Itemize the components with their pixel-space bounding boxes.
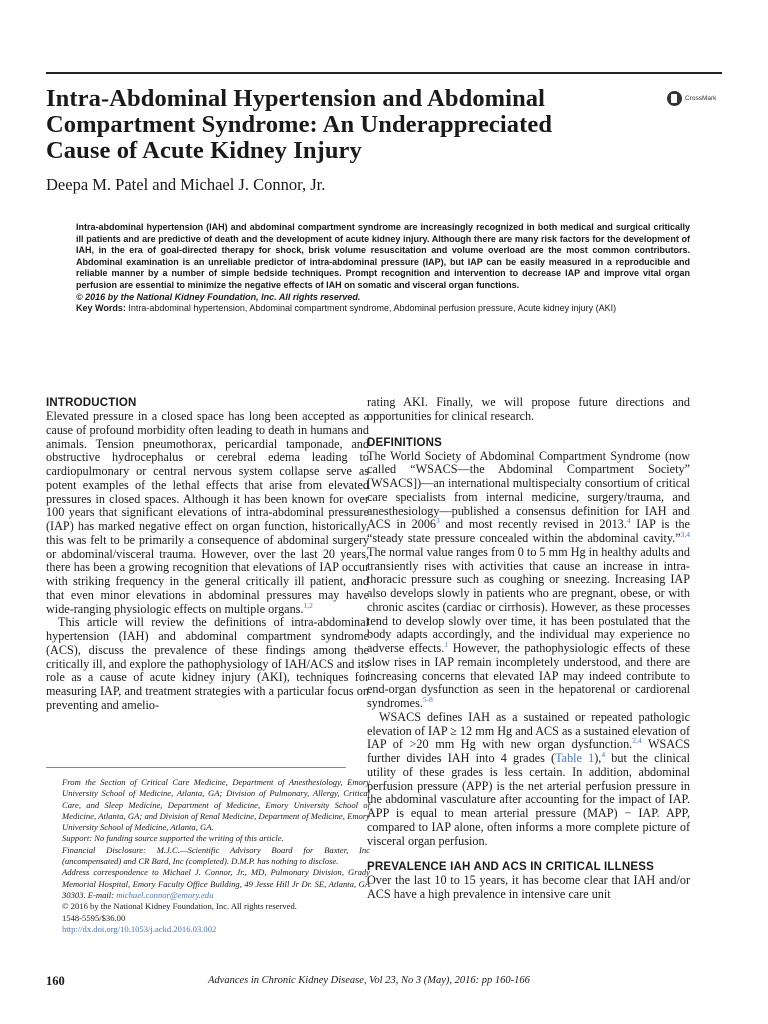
footnote-issn: 1548-5595/$36.00 xyxy=(62,912,126,923)
footnote-support: Support: No funding source supported the writing of this article. xyxy=(62,833,284,844)
keywords-label: Key Words: xyxy=(76,303,126,314)
defs-p2-a: WSACS defines IAH as a sustained or repeated pathologic elevation of IAP ≥ 12 mm Hg and ACS as a sustained elevation of IAP of >20 mm Hg with new organ dysfunction. xyxy=(367,709,690,752)
right-column xyxy=(367,396,690,902)
citation-link[interactable]: 3 xyxy=(436,516,440,526)
defs-p1-b: and most recently revised in 2013. xyxy=(439,517,627,532)
section-heading-introduction: INTRODUCTION xyxy=(46,397,137,409)
title-line-1: Intra-Abdominal Hypertension and Abdominal xyxy=(46,85,546,112)
article-title xyxy=(46,86,646,164)
intro-paragraph-1 xyxy=(46,410,369,616)
defs-p2-d: but the clinical utility of these grades is less certain. In addition, abdominal perfusion pressure (APP) is the net arterial perfusion pressure in the abdominal vasculature after accounting for the impact of IAP. APP is equal to mean arterial pressure (MAP) − IAP. APP, compared to IAP alone, often informs a more complete picture of visceral organ perfusion. xyxy=(367,751,690,848)
citation-link[interactable]: 1 xyxy=(444,639,449,649)
correspondence-text: Address correspondence to Michael J. Connor, Jr., MD, Pulmonary Division, Grady Memorial Hospital, Emory Faculty Office Building, 49 Jesse Hill Jr Dr. SE, Atlanta, GA 30303. E-mail: xyxy=(62,867,370,900)
intro-p1-text: Elevated pressure in a closed space has long been accepted as a cause of profound morbidity often leading to death in humans and animals. Tension pneumothorax, pericardial tamponade, and obstructive hydrocephalus or cerebral edema leading to cardiopulmonary or central nervous system collapse serve as potent examples of the lethal effects that arise from elevated pressures in closed spaces. Although it has been known for over 100 years that significant elevations of intra-abdominal pressure (IAP) has marked negative effect on organ function, historically, this was felt to be primarily a consequence of abdominal surgery or abdominal/visceral trauma. However, over the last 20 years, there has been a growing recognition that elevations of IAP occur with striking frequency in the general critically ill patient, and that even minor elevations in abdominal pressures may have wide-ranging physiologic effects on multiple organs. xyxy=(46,409,369,616)
footnote-copyright: © 2016 by the National Kidney Foundation, Inc. All rights reserved. xyxy=(62,901,297,912)
crossmark-icon xyxy=(667,91,682,106)
citation-link[interactable]: 5-8 xyxy=(422,694,433,704)
authors: Deepa M. Patel and Michael J. Connor, Jr. xyxy=(46,175,326,194)
footnote-affiliation: From the Section of Critical Care Medicine, Department of Anesthesiology, Emory University School of Medicine, Atlanta, GA; Division of Pulmonary, Allergy, Critical Care, and Sleep Medicine, Department of Medicine, Emory University School of Medicine, Atlanta, GA; and Division of Renal Medicine, Department of Medicine, Emory University School of Medicine, Atlanta, GA. xyxy=(62,777,370,833)
top-rule xyxy=(46,72,722,74)
citation-link[interactable]: 4 xyxy=(601,749,606,759)
crossmark-badge[interactable] xyxy=(667,91,716,106)
continued-text: rating AKI. Finally, we will propose future directions and opportunities for clinical research. xyxy=(367,395,690,423)
title-line-2: Compartment Syndrome: An Underappreciated xyxy=(46,111,553,138)
keywords-text: Intra-abdominal hypertension, Abdominal compartment syndrome, Abdominal perfusion pressure, Acute kidney injury (AKI) xyxy=(128,303,617,314)
section-heading-prevalence: PREVALENCE IAH AND ACS IN CRITICAL ILLNESS xyxy=(367,861,654,874)
table-1-link[interactable]: Table 1 xyxy=(555,751,595,765)
abstract-copyright: © 2016 by the National Kidney Foundation, Inc. All rights reserved. xyxy=(76,291,361,302)
crossmark-label: CrossMark xyxy=(685,95,717,102)
email-link[interactable]: michael.connor@emory.edu xyxy=(116,889,214,900)
defs-p1-c: IAP is the “steady state pressure concealed within the abdominal cavity.” xyxy=(367,517,690,545)
journal-citation: Advances in Chronic Kidney Disease, Vol 23, No 3 (May), 2016: pp 160-166 xyxy=(208,975,530,986)
defs-p2-c: ), xyxy=(594,751,602,765)
defs-p1-a: The World Society of Abdominal Compartment Syndrome (now called “WSACS—the Abdominal Compartment Society” [WSACS])—an international multispecialty consortium of critical care specialists from internal medicine, surgery/trauma, and anesthesiology—published a consensus definition for IAH and ACS in 2006 xyxy=(367,448,690,532)
defs-p1-d: The normal value ranges from 0 to 5 mm Hg in healthy adults and transiently rises with activities that cause an increase in intra-thoracic pressure such as coughing or sneezing. Increasing IAP also develops slowly in patients who are pregnant, obese, or with chronic ascites (cardiac or cirrhosis). However, as these processes tend to develop slowly over time, it has been postulated that the body adapts accordingly, and the individual may experience no adverse effects. xyxy=(367,544,690,655)
abstract xyxy=(76,222,690,315)
keywords xyxy=(76,303,690,315)
defs-p2-b: WSACS further divides IAH into 4 grades ( xyxy=(367,737,690,765)
intro-paragraph-2: This article will review the definitions of intra-abdominal hypertension (IAH) and abdominal compartment syndrome (ACS), discuss the prevalence of these findings among the critically ill, and explore the pathophysiology of IAH/ACS and its role as a cause of acute kidney injury (AKI), techniques for measuring IAP, and treatment strategies with a particular focus on preventing and amelio- xyxy=(46,615,369,712)
definitions-paragraph-2 xyxy=(367,711,690,849)
footnotes xyxy=(62,777,370,935)
left-column xyxy=(46,396,369,713)
page-number: 160 xyxy=(46,974,65,988)
definitions-paragraph-1 xyxy=(367,450,690,711)
section-heading-definitions: DEFINITIONS xyxy=(367,436,443,449)
footnote-disclosure: Financial Disclosure: M.J.C.—Scientific Advisory Board for Baxter, Inc (uncompensated) and CR Bard, Inc (completed). D.M.P. has nothing to disclose. xyxy=(62,844,370,867)
footnote-rule xyxy=(46,767,346,768)
citation-link[interactable]: 4 xyxy=(626,516,631,526)
defs-p1-e: However, the pathophysiologic effects of these slow rises in IAP remain incompletely understood, and there are increasing concerns that elevated IAP may indeed contribute to end-organ dysfunction as seen in the hepatorenal or cardiorenal syndromes. xyxy=(367,641,690,710)
footnote-correspondence xyxy=(62,867,370,901)
abstract-body: Intra-abdominal hypertension (IAH) and abdominal compartment syndrome are increasingly recognized in both medical and surgical critically ill patients and are predictive of death and the development of acute kidney injury. Although there are many risk factors for the development of IAH, in the era of goal-directed therapy for shock, brisk volume resuscitation and volume overload are the most common contributors. Abdominal examination is an unreliable predictor of intra-abdominal pressure (IAP), but IAP can be easily measured in a reproducible and reliable manner by a number of simple bedside techniques. Prompt recognition and intervention to decrease IAP and improve vital organ perfusion are essential to minimize the negative effects of IAH on somatic and visceral organ functions. xyxy=(76,222,690,290)
citation-link[interactable]: 1,2 xyxy=(303,600,313,610)
prevalence-paragraph-1: Over the last 10 to 15 years, it has become clear that IAH and/or ACS have a high prevalence in intensive care unit xyxy=(367,873,690,901)
doi-link[interactable]: http://dx.doi.org/10.1053/j.ackd.2016.03.002 xyxy=(62,923,217,934)
citation-link[interactable]: 3,4 xyxy=(680,529,690,539)
title-line-3: Cause of Acute Kidney Injury xyxy=(46,137,362,164)
citation-link[interactable]: 2,4 xyxy=(632,736,642,746)
